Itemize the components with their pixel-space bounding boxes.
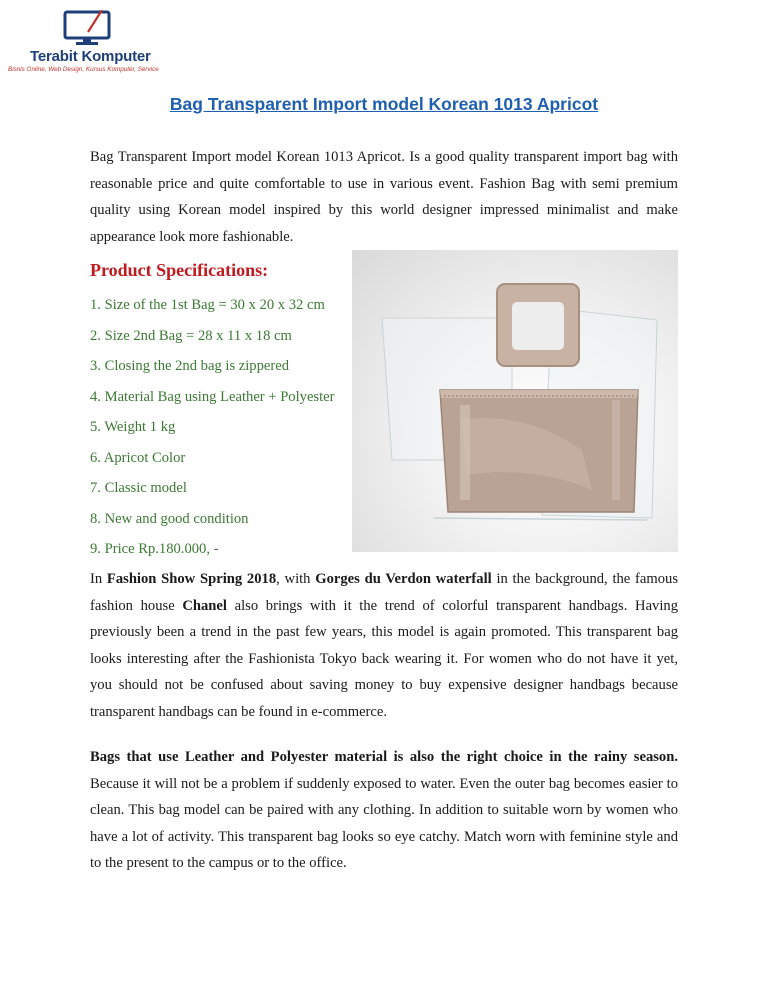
product-photo — [352, 250, 678, 552]
spec-item: 5. Weight 1 kg — [90, 419, 176, 435]
material-paragraph: Bags that use Leather and Polyester material is also the right choice in the rainy season. Because it will not be a problem if suddenly exposed to water. Even the outer bag becomes easier to clean. This bag model can be paired with any clothing. In addition to suitable worn by women who have a lot of activity. This transparent bag looks so eye catchy. Match worn with feminine style and to the present to the campus or to the office. — [90, 749, 678, 871]
spec-item: 1. Size of the 1st Bag = 30 x 20 x 32 cm — [90, 297, 325, 313]
intro-paragraph: Bag Transparent Import model Korean 1013 Apricot. Is a good quality transparent import bag with reasonable price and quite comfortable to use in various event. Fashion Bag with semi premium quality using Korean model inspired by this world designer impressed minimalist and make appearance look more fashionable. — [90, 149, 678, 245]
chanel-emphasis: Chanel — [182, 597, 227, 614]
spec-item: 6. Apricot Color — [90, 449, 186, 466]
specifications-heading: Product Specifications: — [90, 260, 269, 280]
fashion-trend-paragraph: In Fashion Show Spring 2018, with Gorges du Verdon waterfall in the background, the famous fashion house Chanel also brings with it the trend of colorful transparent handbags. Having previously been a trend in the past few years, this model is again promoted. This transparent bag looks interesting after the Fashionista Tokyo back wearing it. For women who do not have it yet, you should not be confused about saving money to buy expensive designer handbags because transparent handbags can be found in e-commerce. — [90, 571, 679, 720]
specifications-list — [90, 290, 335, 565]
logo-tagline: Bisnis Online, Web Design, Kursus Komputer, Service — [8, 66, 159, 73]
spec-item: 9. Price Rp.180.000, - — [90, 541, 219, 557]
fashion-show-emphasis: Fashion Show Spring 2018 — [106, 571, 277, 587]
logo-name: Terabit Komputer — [30, 48, 151, 65]
spec-item: 7. Classic model — [90, 480, 187, 496]
company-logo — [8, 4, 178, 76]
spec-item: 4. Material Bag using Leather + Polyester — [90, 388, 335, 405]
page-title: Bag Transparent Import model Korean 1013 Apricot — [169, 94, 599, 114]
spec-item: 2. Size 2nd Bag = 28 x 11 x 18 cm — [90, 327, 292, 344]
spec-item: 8. New and good condition — [90, 510, 249, 527]
waterfall-emphasis: Gorges du Verdon waterfall — [315, 571, 492, 587]
monitor-logo-icon — [62, 10, 112, 46]
material-emphasis: Bags that use Leather and Polyester material is also the right choice in the rainy season. — [90, 749, 678, 765]
transparent-bag-illustration — [352, 250, 678, 552]
spec-item: 3. Closing the 2nd bag is zippered — [90, 358, 290, 374]
